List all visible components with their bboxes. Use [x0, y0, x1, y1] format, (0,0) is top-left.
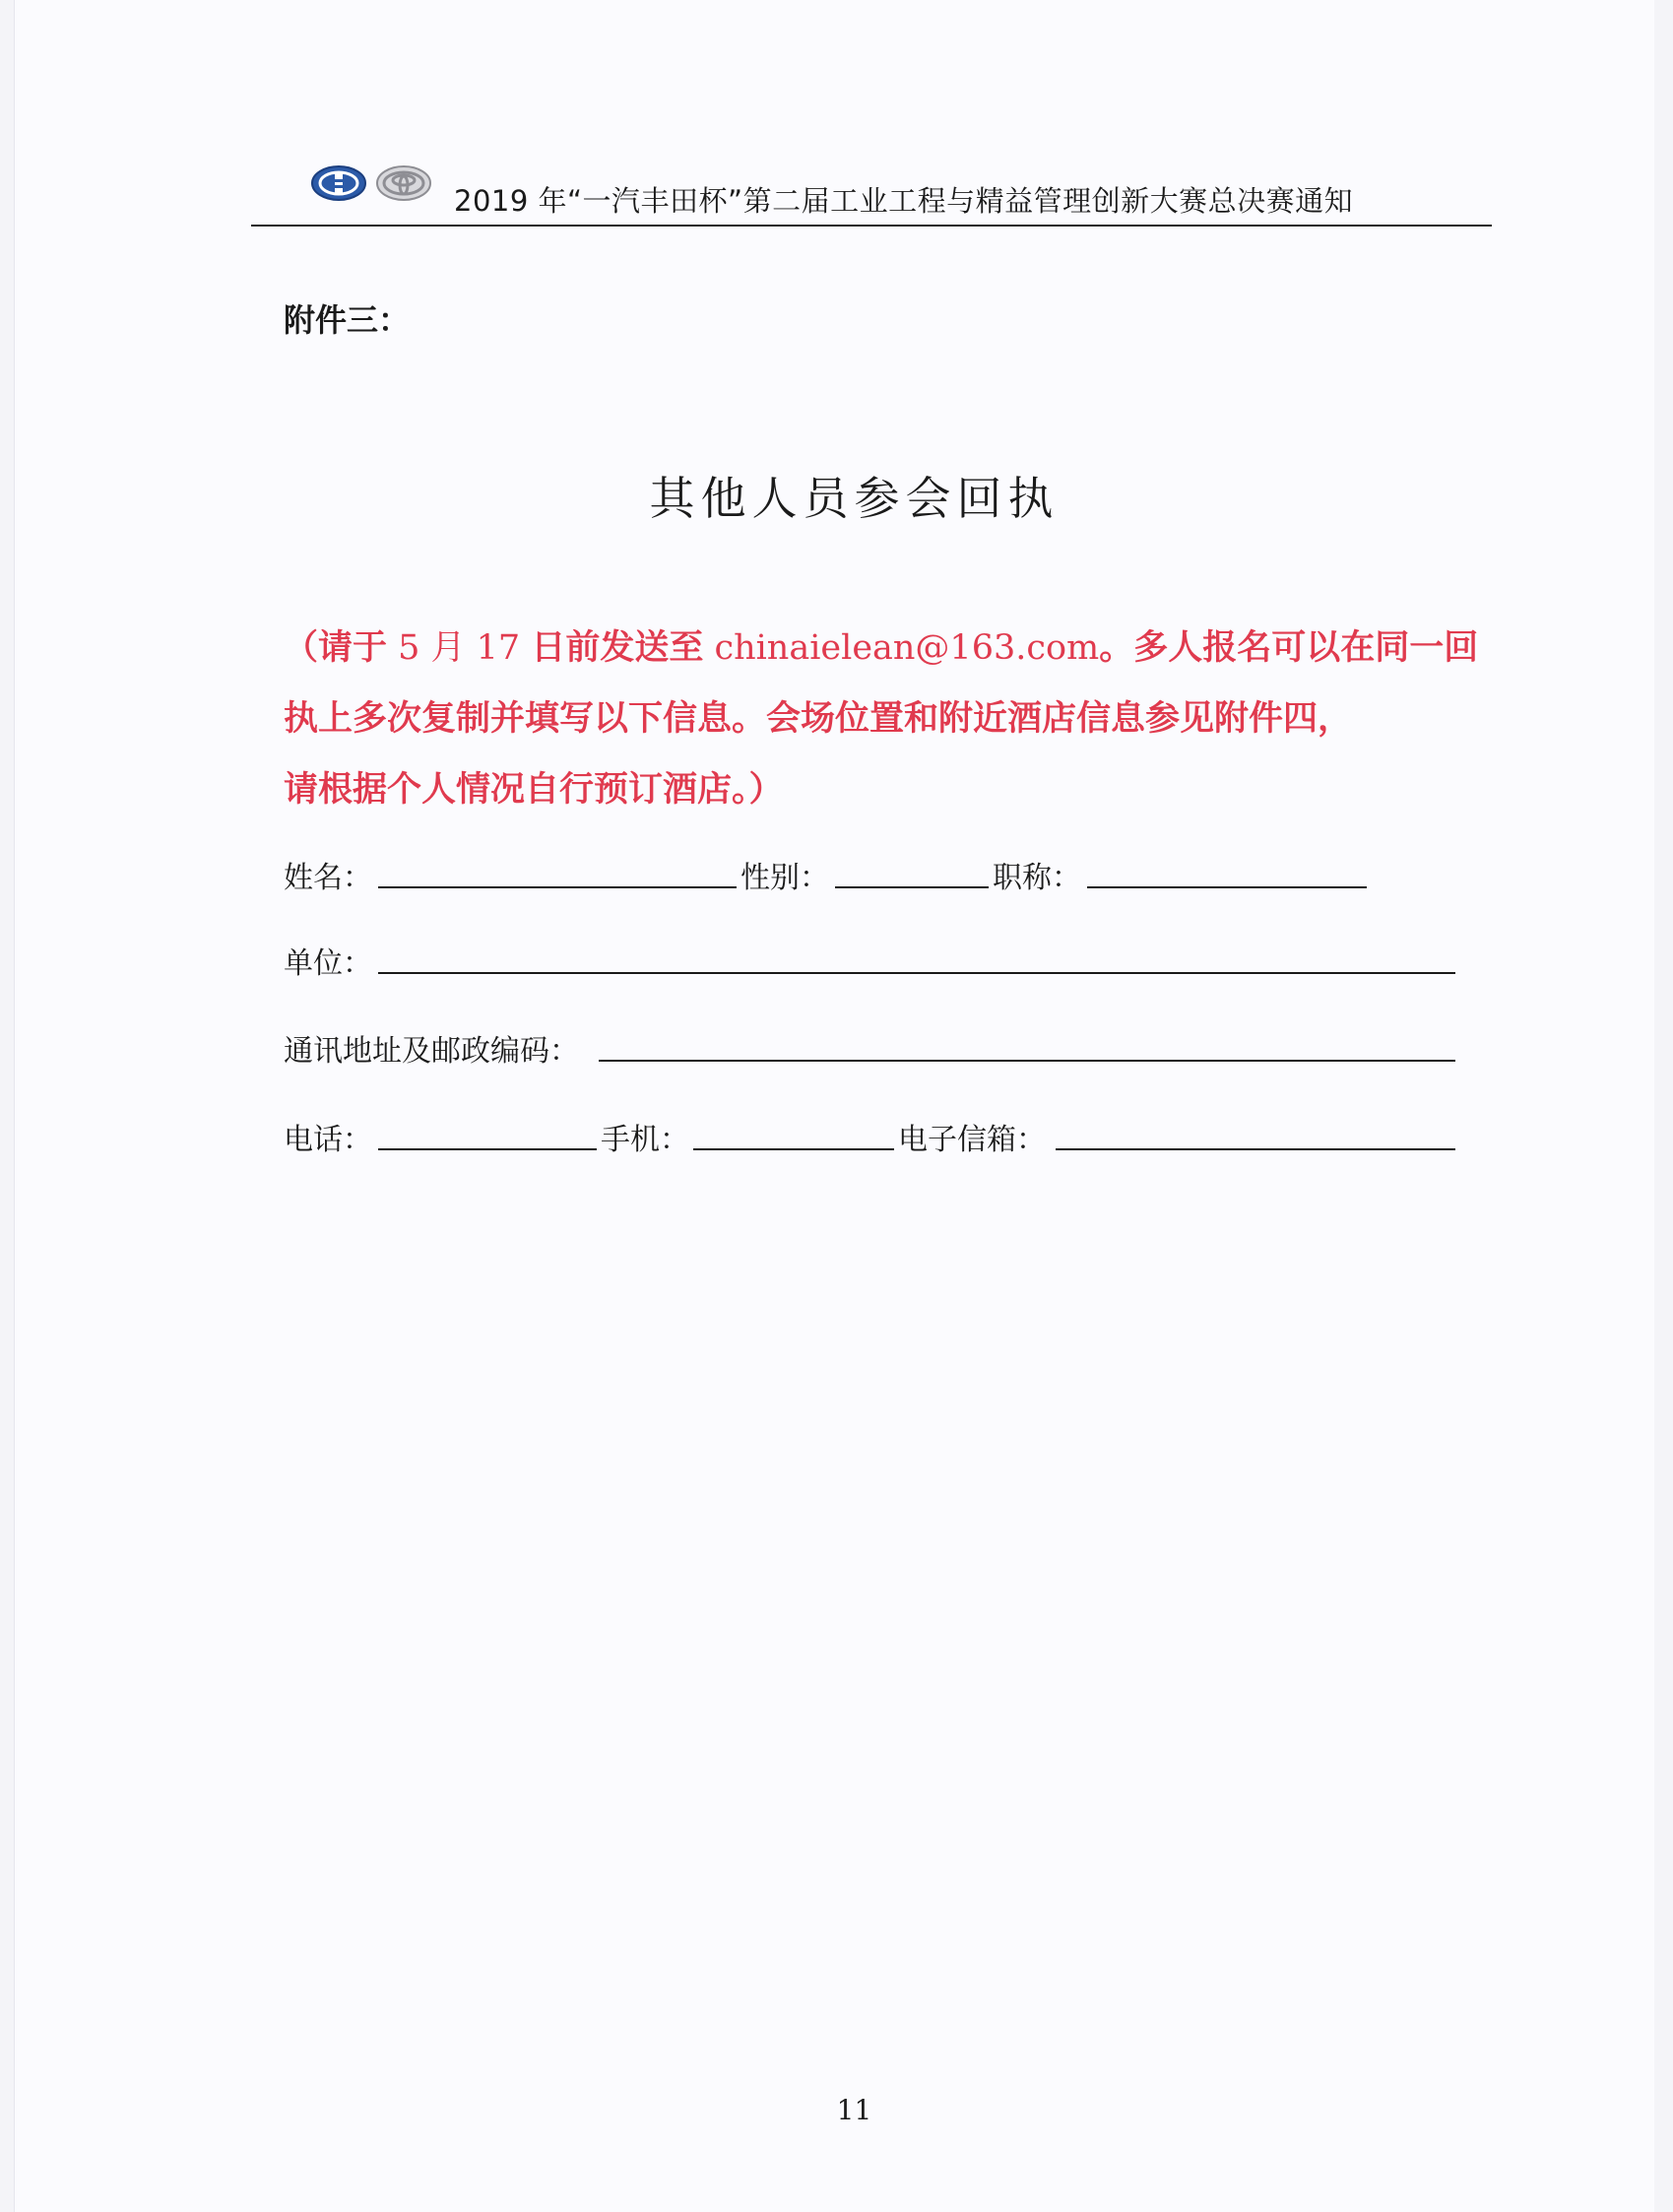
page-number: 11: [836, 2094, 872, 2126]
phone-label: 电话：: [284, 1123, 372, 1157]
form-title: 其他人员参会回执: [649, 472, 1060, 525]
notice-email: chinaielean@163.com: [703, 628, 1100, 668]
notice-line-1-part-a: （请于: [284, 628, 388, 668]
form-row-contact: [284, 1115, 1465, 1162]
notice-line-2: 执上多次复制并填写以下信息。会场位置和附近酒店信息参见附件四，: [284, 699, 1353, 739]
email-field[interactable]: [1056, 1148, 1455, 1150]
header-title: 2019 年“一汽丰田杯”第二届工业工程与精益管理创新大赛总决赛通知: [454, 184, 1354, 218]
name-label: 姓名：: [284, 861, 372, 895]
notice-line-1-part-e: 。多人报名可以在同一回: [1099, 628, 1479, 668]
header-divider: [251, 225, 1492, 227]
organization-field[interactable]: [378, 972, 1455, 974]
attachment-label: 附件三：: [284, 301, 411, 339]
document-page: [14, 0, 1654, 2212]
form-row-address: [284, 1026, 1465, 1073]
notice-deadline-date: 5 月 17: [387, 628, 532, 668]
notice-line-3: 请根据个人情况自行预订酒店。）: [284, 770, 784, 810]
address-label: 通讯地址及邮政编码：: [284, 1034, 579, 1069]
notice-line-1-part-c: 日前发送至: [531, 628, 704, 668]
form-row-organization: [284, 939, 1465, 986]
mobile-label: 手机：: [601, 1123, 689, 1157]
toyota-logo-icon: [375, 163, 432, 203]
mobile-field[interactable]: [693, 1148, 894, 1150]
phone-field[interactable]: [378, 1148, 597, 1150]
gender-field[interactable]: [835, 886, 989, 888]
job-title-label: 职称：: [993, 861, 1081, 895]
notice-line-1: [284, 613, 1479, 683]
notice-text: [284, 613, 1479, 825]
organization-label: 单位：: [284, 946, 372, 981]
page-header: [251, 156, 1492, 227]
address-field[interactable]: [599, 1060, 1455, 1062]
email-label: 电子信箱：: [898, 1123, 1046, 1157]
form-row-name: [284, 853, 1386, 900]
job-title-field[interactable]: [1087, 886, 1367, 888]
gender-label: 性别：: [740, 861, 829, 895]
name-field[interactable]: [378, 886, 737, 888]
faw-logo-icon: [310, 163, 367, 203]
